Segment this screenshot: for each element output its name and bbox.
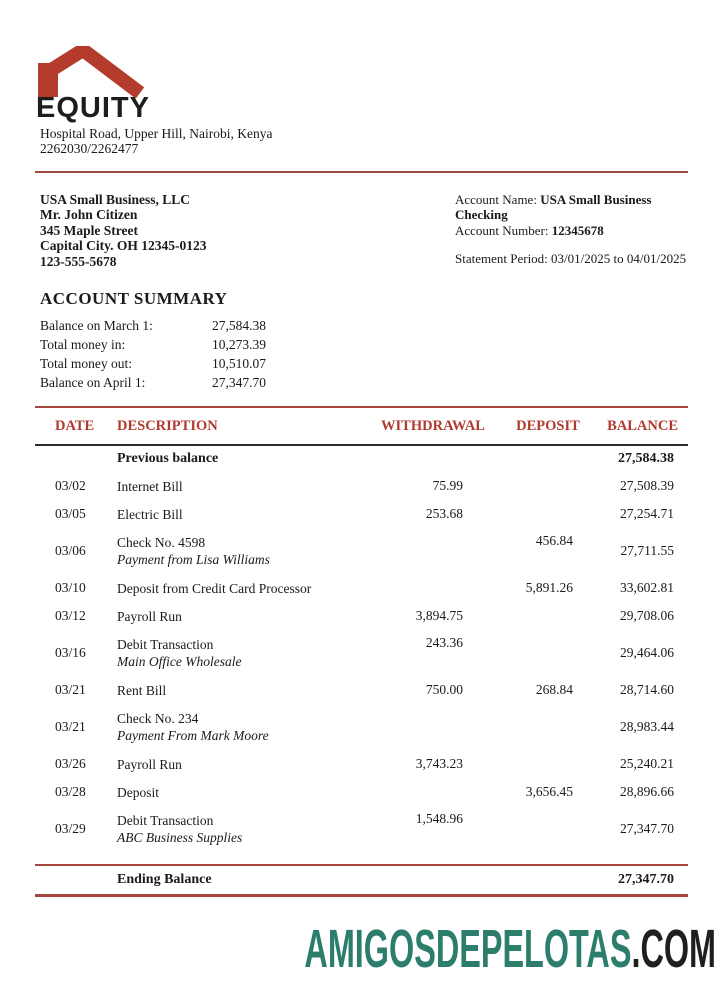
transaction-row: 03/26 Payroll Run 3,743.23 25,240.21 <box>55 756 674 772</box>
transaction-row: 03/28 Deposit 3,656.45 28,896.66 <box>55 784 674 800</box>
transaction-row: 03/16 Debit Transaction Main Office Wholesale 243.36 29,464.06 <box>55 635 674 669</box>
summary-value: 10,510.07 <box>212 356 266 371</box>
account-number-label: Account Number: <box>455 222 552 238</box>
header-description: DESCRIPTION <box>117 417 218 434</box>
account-name-value-line2: Checking <box>455 207 508 223</box>
statement-period-line <box>455 251 690 266</box>
statement-period-value: 03/01/2025 to 04/01/2025 <box>551 251 687 267</box>
header-date: DATE <box>55 417 95 434</box>
account-name-label: Account Name: <box>455 192 541 207</box>
ending-balance-value: 27,347.70 <box>618 872 674 887</box>
previous-balance-row <box>35 446 688 472</box>
account-info-block <box>455 192 690 267</box>
summary-row <box>40 373 370 392</box>
account-name-line <box>455 192 690 223</box>
customer-city: Capital City. OH 12345-0123 <box>40 238 207 254</box>
customer-name: Mr. John Citizen <box>40 207 138 223</box>
header-divider <box>35 171 688 173</box>
previous-balance-value: 27,584.38 <box>618 451 674 466</box>
watermark-main: AMIGOSDEPELOTAS <box>304 919 632 979</box>
brand-address-line1: Hospital Road, Upper Hill, Nairobi, Kenya <box>40 126 273 141</box>
header-deposit: DEPOSIT <box>516 417 580 434</box>
customer-street: 345 Maple Street <box>40 222 138 238</box>
summary-label: Total money out: <box>40 356 133 371</box>
transaction-row: 03/21 Check No. 234 Payment From Mark Moore 28,983.44 <box>55 711 674 743</box>
previous-balance-label: Previous balance <box>117 451 219 466</box>
statement-period-label: Statement Period: <box>455 251 552 267</box>
transaction-table <box>35 406 688 897</box>
summary-row <box>40 316 370 335</box>
customer-company: USA Small Business, LLC <box>40 192 191 207</box>
watermark-tld: .COM <box>631 919 716 979</box>
watermark-text <box>304 919 716 979</box>
summary-label: Balance on March 1: <box>40 318 153 333</box>
account-summary-title: ACCOUNT SUMMARY <box>40 289 228 308</box>
transaction-row: 03/21 Rent Bill 750.00 268.84 28,714.60 <box>55 682 674 698</box>
summary-row <box>40 335 370 354</box>
brand-address <box>40 126 272 156</box>
transaction-row: 03/12 Payroll Run 3,894.75 29,708.06 <box>55 608 674 624</box>
transaction-row: 03/05 Electric Bill 253.68 27,254.71 <box>55 506 674 522</box>
ending-balance-row <box>35 866 688 894</box>
ending-balance-label: Ending Balance <box>117 872 212 887</box>
transaction-row: 03/10 Deposit from Credit Card Processor 5,891.26 33,602.81 <box>55 580 674 596</box>
summary-row <box>40 354 370 373</box>
transaction-row: 03/02 Internet Bill 75.99 27,508.39 <box>55 478 674 494</box>
brand-name: EQUITY <box>36 92 150 124</box>
transaction-rows <box>35 472 688 852</box>
account-summary-rows <box>40 316 370 392</box>
header-withdrawal: WITHDRAWAL <box>381 417 485 434</box>
customer-phone: 123-555-5678 <box>40 253 117 269</box>
summary-value: 27,347.70 <box>212 375 266 390</box>
summary-value: 10,273.39 <box>212 337 266 352</box>
account-name-value-line1: USA Small Business <box>540 192 652 207</box>
table-header-row <box>35 408 688 444</box>
brand-phone: 2262030/2262477 <box>40 141 139 156</box>
account-number-line <box>455 223 690 238</box>
customer-address-block <box>40 192 207 269</box>
ending-bottom-rule <box>35 894 688 897</box>
summary-label: Total money in: <box>40 337 126 352</box>
transaction-row: 03/29 Debit Transaction ABC Business Supplies 1,548.96 27,347.70 <box>55 811 674 845</box>
summary-label: Balance on April 1: <box>40 375 146 390</box>
account-number-value: 12345678 <box>551 222 604 238</box>
header-balance: BALANCE <box>607 417 678 434</box>
transaction-row: 03/06 Check No. 4598 Payment from Lisa Williams 456.84 27,711.55 <box>55 533 674 567</box>
summary-value: 27,584.38 <box>212 318 266 333</box>
